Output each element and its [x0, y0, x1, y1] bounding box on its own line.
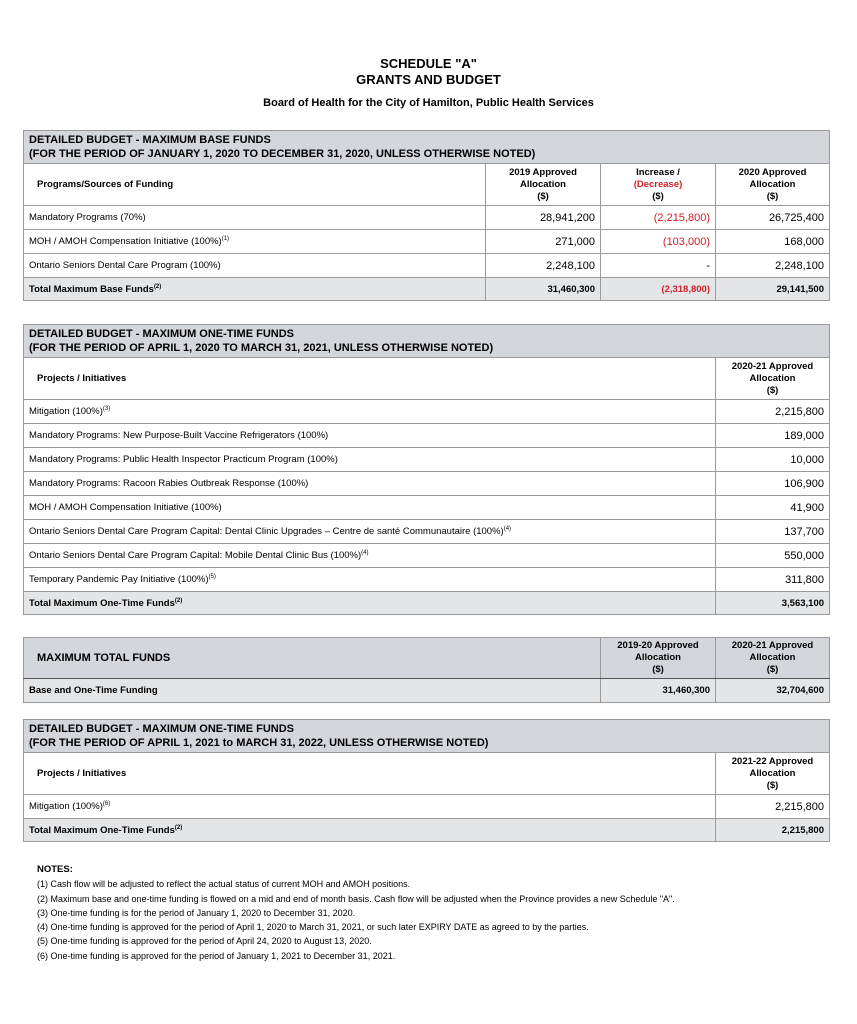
row-2019-value: 271,000: [486, 230, 601, 254]
table-row: [24, 400, 830, 424]
onetime-2020-column-headers: [24, 358, 830, 400]
schedule-title: SCHEDULE "A": [380, 56, 477, 71]
table-row: [24, 520, 830, 544]
note-item: (4) One-time funding is approved for the period of April 1, 2020 to March 31, 2021, or such later EXPIRY DATE as agreed to by the parties.: [37, 922, 589, 933]
row-2020-value: 26,725,400: [716, 206, 830, 230]
maximum-total-header-row: [24, 638, 830, 679]
col-2020-approved: 2020 Approved Allocation ($): [716, 164, 830, 206]
row-label: Mitigation $(100\%)^{(3)}$: [24, 400, 716, 424]
row-label: Mandatory Programs: Public Health Inspector Practicum Program (100%): [24, 448, 716, 472]
row-value: 2,215,800: [716, 795, 830, 819]
row-value: 10,000: [716, 448, 830, 472]
total-2019-value: 31,460,300: [486, 278, 601, 301]
col-2020-21-approved: 2020-21 Approved Allocation ($): [716, 638, 830, 679]
onetime-2021-title: DETAILED BUDGET - MAXIMUM ONE-TIME FUNDS: [29, 723, 295, 735]
table-row: [24, 230, 830, 254]
col-2019-20-approved: 2019-20 Approved Allocation ($): [601, 638, 716, 679]
row-value: 106,900: [716, 472, 830, 496]
row-2020-value: 2,248,100: [716, 254, 830, 278]
schedule-subtitle: GRANTS AND BUDGET: [356, 72, 501, 87]
row-value: 137,700: [716, 520, 830, 544]
onetime-2020-total-row: [24, 592, 830, 615]
total-value: 2,215,800: [716, 819, 830, 842]
note-item: (5) One-time funding is approved for the period of April 24, 2020 to August 13, 2020.: [37, 936, 372, 947]
base-funds-table: [23, 130, 830, 301]
total-label: Total Maximum Base Funds$^{(2)}$: [24, 278, 486, 301]
col-projects: Projects / Initiatives: [24, 753, 716, 795]
notes-section: [37, 863, 675, 963]
row-value: 311,800: [716, 568, 830, 592]
row-value: 2,215,800: [716, 400, 830, 424]
row-label: Base and One-Time Funding: [24, 679, 601, 703]
row-increase-value: (2,215,800): [601, 206, 716, 230]
note-item: (6) One-time funding is approved for the period of January 1, 2021 to December 31, 2021.: [37, 950, 396, 961]
base-funds-title: DETAILED BUDGET - MAXIMUM BASE FUNDS: [29, 134, 271, 146]
row-2020-21-value: 32,704,600: [716, 679, 830, 703]
row-label: Mitigation $(100\%)^{(6)}$: [24, 795, 716, 819]
maximum-total-title: MAXIMUM TOTAL FUNDS: [24, 638, 601, 679]
onetime-2020-period: (FOR THE PERIOD OF APRIL 1, 2020 TO MARCH 31, 2021, UNLESS OTHERWISE NOTED): [29, 342, 494, 354]
onetime-2020-heading: [24, 325, 830, 358]
table-row: [24, 206, 830, 230]
row-label: Ontario Seniors Dental Care Program (100%): [24, 254, 486, 278]
base-and-onetime-row: [24, 679, 830, 703]
table-row: [24, 472, 830, 496]
table-row: [24, 424, 830, 448]
total-2020-value: 29,141,500: [716, 278, 830, 301]
base-funds-total-row: [24, 278, 830, 301]
col-increase-decrease: Increase / (Decrease) ($): [601, 164, 716, 206]
col-projects: Projects / Initiatives: [24, 358, 716, 400]
table-row: [24, 254, 830, 278]
row-value: 550,000: [716, 544, 830, 568]
onetime-2020-title: DETAILED BUDGET - MAXIMUM ONE-TIME FUNDS: [29, 328, 295, 340]
row-2019-value: 2,248,100: [486, 254, 601, 278]
col-2019-approved: 2019 Approved Allocation ($): [486, 164, 601, 206]
row-label: Ontario Seniors Dental Care Program Capital: Dental Clinic Upgrades – Centre de santé Communautaire $(100\%)^{(4)}$: [24, 520, 716, 544]
row-label: Mandatory Programs (70%): [24, 206, 486, 230]
row-label: MOH / AMOH Compensation Initiative $(100\%)^{(1)}$: [24, 230, 486, 254]
total-value: 3,563,100: [716, 592, 830, 615]
row-increase-value: (103,000): [601, 230, 716, 254]
maximum-total-funds-table: [23, 637, 830, 703]
note-item: (1) Cash flow will be adjusted to reflect the actual status of current MOH and AMOH positions.: [37, 879, 411, 890]
onetime-2021-period: (FOR THE PERIOD OF APRIL 1, 2021 to MARCH 31, 2022, UNLESS OTHERWISE NOTED): [29, 737, 489, 749]
row-label: MOH / AMOH Compensation Initiative (100%): [24, 496, 716, 520]
row-2020-value: 168,000: [716, 230, 830, 254]
row-label: Mandatory Programs: New Purpose-Built Vaccine Refrigerators (100%): [24, 424, 716, 448]
row-increase-value: -: [601, 254, 716, 278]
row-label: Mandatory Programs: Racoon Rabies Outbreak Response (100%): [24, 472, 716, 496]
row-2019-value: 28,941,200: [486, 206, 601, 230]
col-2021-22-approved: 2021-22 Approved Allocation ($): [716, 753, 830, 795]
onetime-2021-heading: [24, 720, 830, 753]
table-row: [24, 448, 830, 472]
table-row: [24, 496, 830, 520]
onetime-funds-2020-table: [23, 324, 830, 615]
total-increase-value: (2,318,800): [601, 278, 716, 301]
table-row: [24, 795, 830, 819]
row-label: Ontario Seniors Dental Care Program Capital: Mobile Dental Clinic Bus $(100\%)^{(4)}$: [24, 544, 716, 568]
total-label: Total Maximum One-Time Funds$^{(2)}$: [24, 592, 716, 615]
col-programs: Programs/Sources of Funding: [24, 164, 486, 206]
notes-heading: NOTES:: [37, 864, 73, 875]
total-label: Total Maximum One-Time Funds$^{(2)}$: [24, 819, 716, 842]
base-funds-period: (FOR THE PERIOD OF JANUARY 1, 2020 TO DECEMBER 31, 2020, UNLESS OTHERWISE NOTED): [29, 148, 536, 160]
onetime-2021-column-headers: [24, 753, 830, 795]
onetime-funds-2021-table: [23, 719, 830, 842]
table-row: [24, 544, 830, 568]
note-item: (2) Maximum base and one-time funding is flowed on a mid and end of month basis. Cash flow will be adjusted when the Province provides a new Schedule "A".: [37, 893, 675, 904]
row-2019-20-value: 31,460,300: [601, 679, 716, 703]
table-row: [24, 568, 830, 592]
row-value: 41,900: [716, 496, 830, 520]
note-item: (3) One-time funding is for the period of January 1, 2020 to December 31, 2020.: [37, 907, 356, 918]
base-funds-column-headers: [24, 164, 830, 206]
row-label: Temporary Pandemic Pay Initiative $(100\%)^{(5)}$: [24, 568, 716, 592]
col-2020-21-approved: 2020-21 Approved Allocation ($): [716, 358, 830, 400]
row-value: 189,000: [716, 424, 830, 448]
onetime-2021-total-row: [24, 819, 830, 842]
base-funds-heading: [24, 131, 830, 164]
board-name: Board of Health for the City of Hamilton, Public Health Services: [263, 97, 594, 109]
